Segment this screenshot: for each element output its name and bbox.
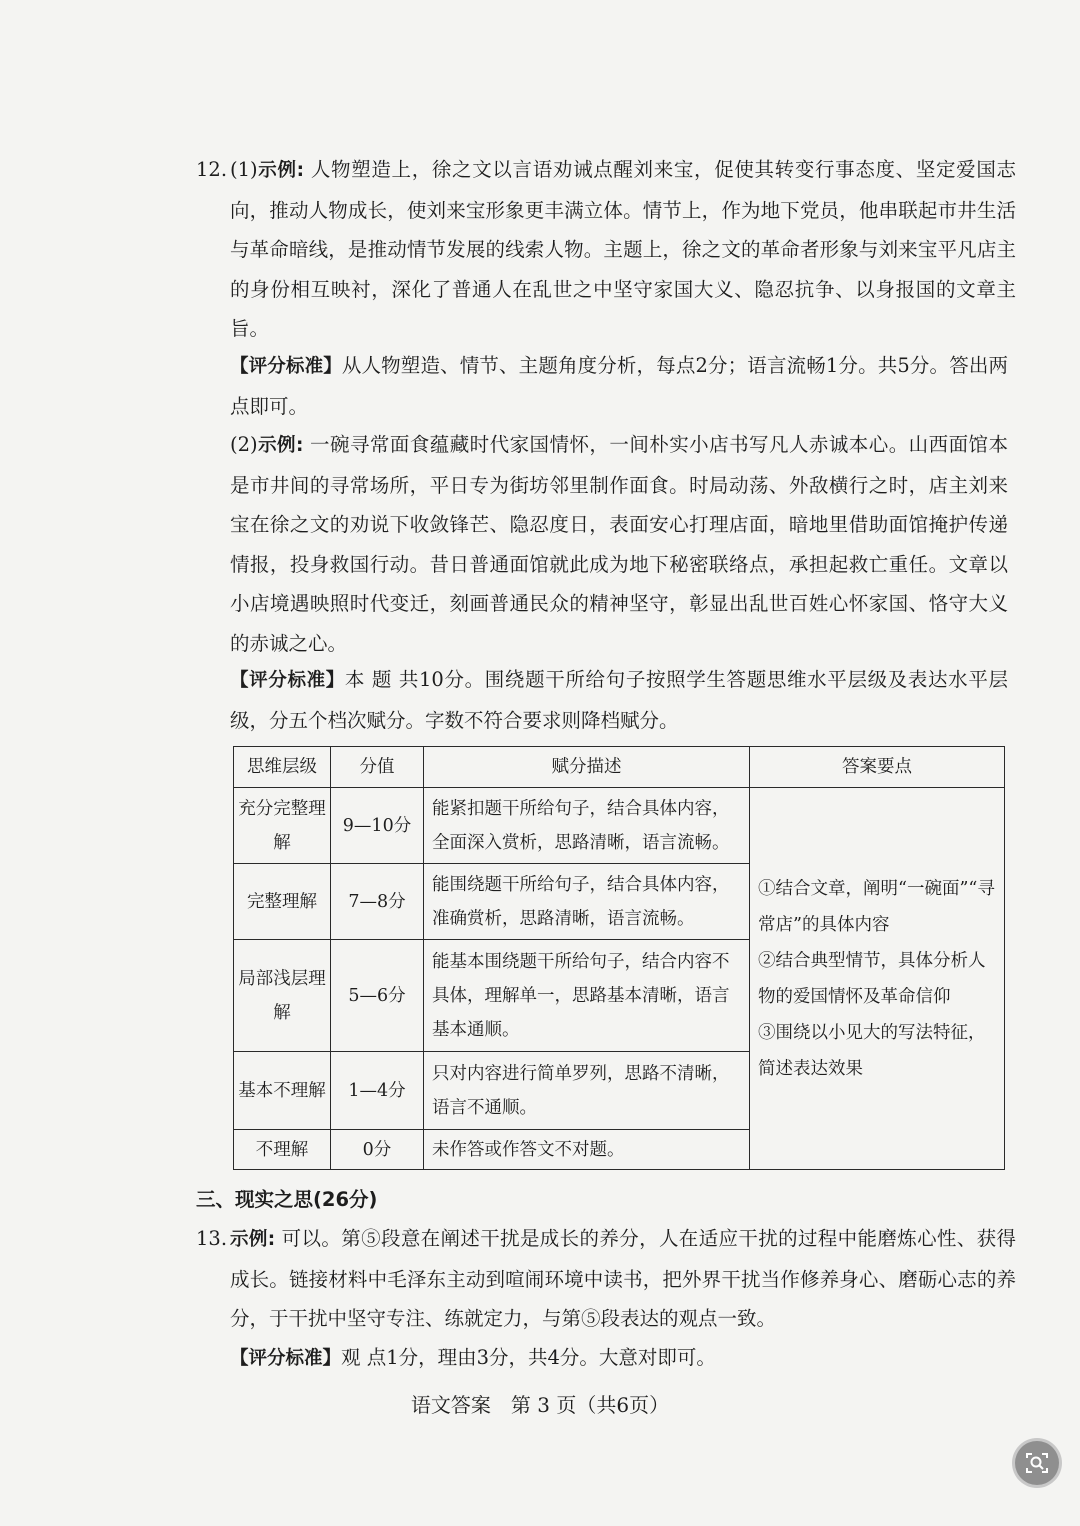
key-point: ③围绕以小见大的写法特征，简述表达效果 <box>758 1022 986 1079</box>
criteria-text: 本 题 共10分。围绕题干所给句子按照学生答题思维水平层级及表达水平层级，分五个档次赋分。字数不符合要求则降档赋分。 <box>230 668 1008 732</box>
score-cell: 0分 <box>331 1130 424 1170</box>
example-tag: 示例: <box>230 1229 276 1250</box>
q12-part2-text <box>230 425 1008 664</box>
question-number: 13. <box>196 1227 228 1250</box>
header-description: 赋分描述 <box>424 747 750 788</box>
answer-text: 可以。第⑤段意在阐述干扰是成长的养分，人在适应干扰的过程中能磨炼心性、获得成长。链接材料中毛泽东主动到喧闹环境中读书，把外界干扰当作修养身心、磨砺心志的养分，于干扰中坚守专注、练就定力，与第⑤段表达的观点一致。 <box>230 1227 1017 1331</box>
header-key-points: 答案要点 <box>750 747 1005 788</box>
score-cell: 7—8分 <box>331 864 424 940</box>
table-row <box>234 788 1005 864</box>
criteria-text: 从人物塑造、情节、主题角度分析，每点2分；语言流畅1分。共5分。答出两点即可。 <box>230 354 1008 418</box>
answer-text: 一碗寻常面食蕴藏时代家国情怀，一间朴实小店书写凡人赤诚本心。山西面馆本是市井间的寻常场所，平日专为街坊邻里制作面食。时局动荡、外敌横行之时，店主刘来宝在徐之文的劝说下收敛锋芒、隐忍度日，表面安心打理店面，暗地里借助面馆掩护传递情报，投身救国行动。昔日普通面馆就此成为地下秘密联络点，承担起救亡重任。文章以小店境遇映照时代变迁，刻画普通民众的精神坚守，彰显出乱世百姓心怀家国、恪守大义的赤诚之心。 <box>230 433 1008 655</box>
desc-cell: 能围绕题干所给句子，结合具体内容，准确赏析，思路清晰，语言流畅。 <box>424 864 750 940</box>
criteria-tag: 【评分标准】 <box>230 670 345 691</box>
table-header-row <box>234 747 1005 788</box>
desc-cell: 能基本围绕题干所给句子，结合内容不具体，理解单一，思路基本清晰，语言基本通顺。 <box>424 940 750 1052</box>
score-cell: 1—4分 <box>331 1052 424 1130</box>
grading-table <box>233 746 1005 1170</box>
header-level: 思维层级 <box>234 747 331 788</box>
q12-criteria-2 <box>230 660 1008 740</box>
page-footer: 语文答案 第 3 页（共6页） <box>410 1393 670 1417</box>
q12-criteria-1 <box>230 346 1008 426</box>
desc-cell: 只对内容进行简单罗列，思路不清晰，语言不通顺。 <box>424 1052 750 1130</box>
criteria-text: 观 点1分，理由3分，共4分。大意对即可。 <box>341 1346 716 1369</box>
section-title: 三、现实之思(26分) <box>196 1188 378 1211</box>
question-12 <box>196 150 1016 349</box>
score-cell: 5—6分 <box>331 940 424 1052</box>
score-cell: 9—10分 <box>331 788 424 864</box>
level-cell: 基本不理解 <box>234 1052 331 1130</box>
criteria-tag: 【评分标准】 <box>230 356 342 377</box>
part-marker: (2) <box>230 433 258 456</box>
criteria-tag: 【评分标准】 <box>230 1348 342 1369</box>
q13-text <box>230 1219 1016 1339</box>
header-score: 分值 <box>331 747 424 788</box>
level-cell: 不理解 <box>234 1130 331 1170</box>
camera-scan-button[interactable] <box>1015 1441 1059 1485</box>
example-tag: 示例: <box>257 435 304 456</box>
part-marker: (1) <box>230 158 258 181</box>
question-13 <box>196 1219 1016 1339</box>
level-cell: 完整理解 <box>234 864 331 940</box>
desc-cell: 能紧扣题干所给句子，结合具体内容，全面深入赏析，思路清晰，语言流畅。 <box>424 788 750 864</box>
key-point: ②结合典型情节，具体分析人物的爱国情怀及革命信仰 <box>758 950 986 1007</box>
answer-text: 人物塑造上，徐之文以言语劝诫点醒刘来宝，促使其转变行事态度、坚定爱国志向，推动人物成长，使刘来宝形象更丰满立体。情节上，作为地下党员，他串联起市井生活与革命暗线，是推动情节发展的线索人物。主题上，徐之文的革命者形象与刘来宝平凡店主的身份相互映衬，深化了普通人在乱世之中坚守家国大义、隐忍抗争、以身报国的文章主旨。 <box>230 158 1017 341</box>
q13-criteria <box>230 1338 1008 1379</box>
level-cell: 局部浅层理解 <box>234 940 331 1052</box>
key-point: ①结合文章，阐明“一碗面”“寻常店”的具体内容 <box>758 878 995 935</box>
desc-cell: 未作答或作答文不对题。 <box>424 1130 750 1170</box>
q12-part1-text <box>230 150 1016 349</box>
question-number: 12. <box>196 158 228 181</box>
level-cell: 充分完整理解 <box>234 788 331 864</box>
example-tag: 示例: <box>257 160 305 181</box>
camera-scan-icon <box>1024 1450 1050 1476</box>
key-points-cell <box>750 788 1005 1170</box>
